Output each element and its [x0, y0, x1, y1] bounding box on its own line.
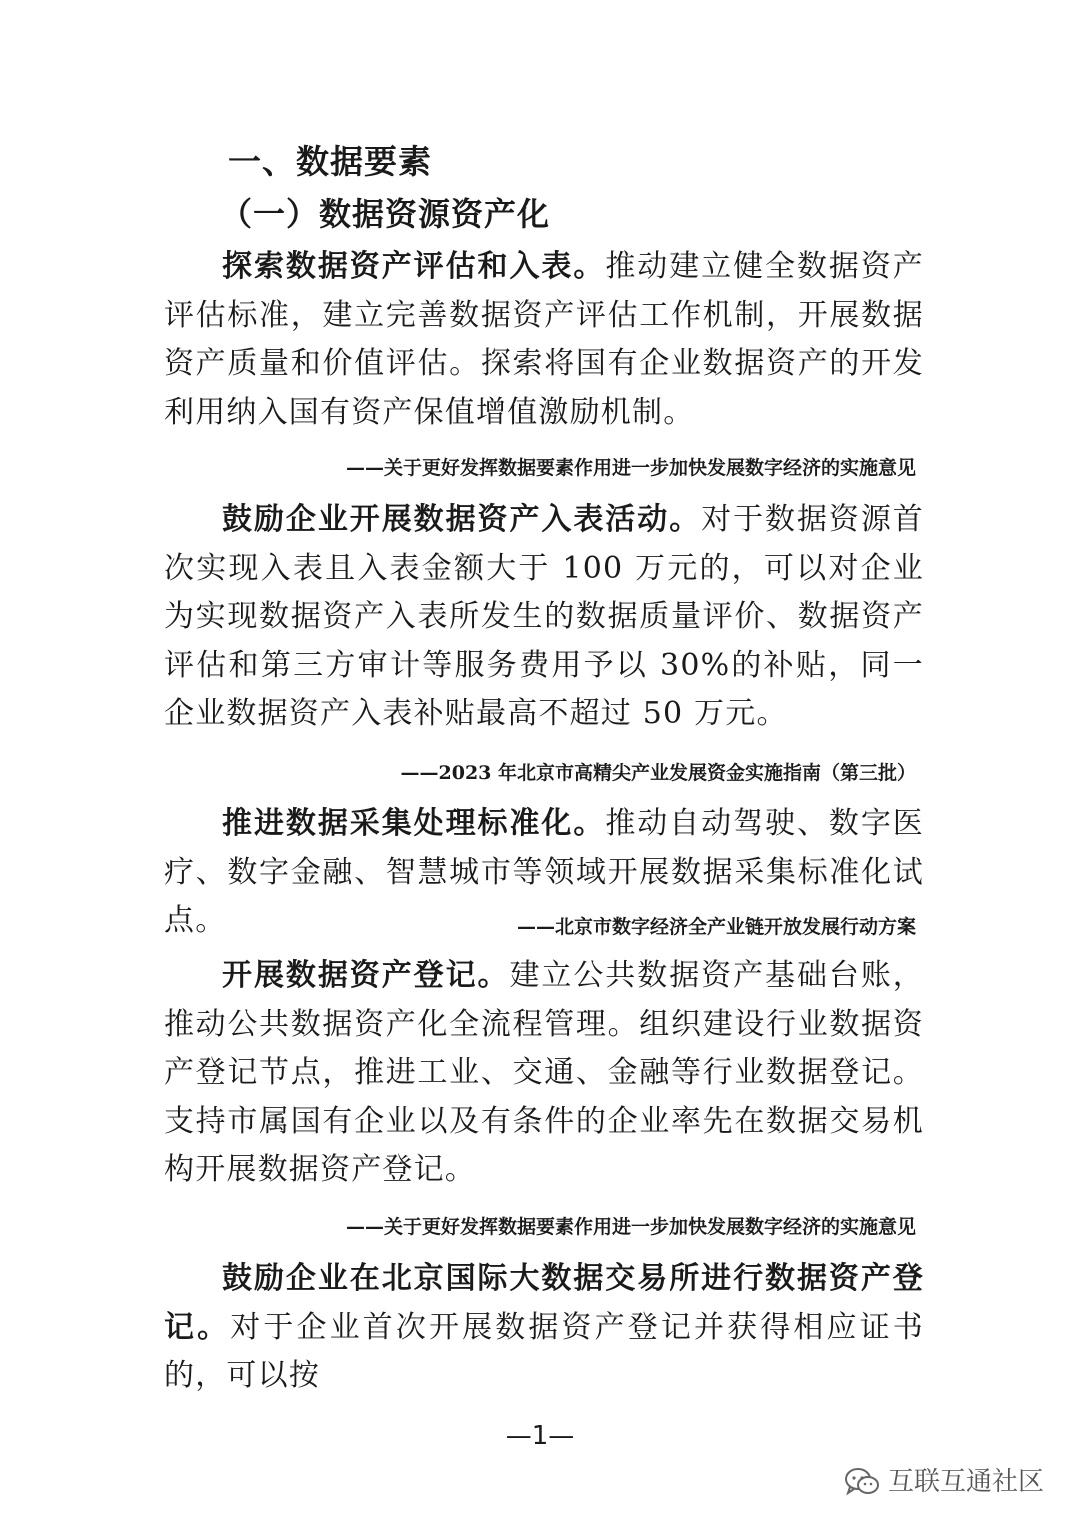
paragraph-body: 推动建立健全数据资产评估标准，建立完善数据资产评估工作机制，开展数据资产质量和价值评估。探索将国有企业数据资产的开发利用纳入国有资产保值增值激励机制。: [164, 249, 924, 430]
paragraph-body: 建立公共数据资产基础台账，推动公共数据资产化全流程管理。组织建设行业数据资产登记节点，推进工业、交通、金融等行业数据登记。支持市属国有企业以及有条件的企业率先在数据交易机构开展数据资产登记。: [164, 958, 924, 1187]
paragraph-lead: 鼓励企业开展数据资产入表活动。: [222, 502, 702, 537]
paragraph-4: [164, 952, 924, 1195]
source-citation: ——关于更好发挥数据要素作用进一步加快发展数字经济的实施意见: [345, 457, 916, 479]
paragraph-lead: 开展数据资产登记。: [222, 958, 510, 993]
paragraph-body: 对于企业首次开展数据资产登记并获得相应证书的，可以按: [164, 1309, 925, 1393]
paragraph-lead: 鼓励企业在北京国际大数据交易所进行数据资产登记。: [164, 1261, 924, 1345]
paragraph-body: 对于数据资源首次实现入表且入表金额大于 100 万元的，可以对企业为实现数据资产入表所发生的数据质量评价、数据资产评估和第三方审计等服务费用予以 30%的补贴，同一企业数据资产入表补贴最高不超过 50 万元。: [164, 502, 924, 731]
source-citation: ——关于更好发挥数据要素作用进一步加快发展数字经济的实施意见: [345, 1216, 916, 1238]
paragraph-2: [164, 496, 924, 739]
source-citation: ——2023 年北京市高精尖产业发展资金实施指南（第三批）: [400, 762, 916, 784]
wechat-icon: [844, 1467, 880, 1497]
paragraph-1: [164, 243, 924, 437]
paragraph-lead: 推进数据采集处理标准化。: [222, 806, 606, 841]
paragraph-lead: 探索数据资产评估和入表。: [222, 249, 606, 284]
watermark: [844, 1462, 1044, 1502]
page-number: —1—: [505, 1421, 575, 1451]
source-citation: ——北京市数字经济全产业链开放发展行动方案: [516, 916, 916, 938]
paragraph-5: [164, 1255, 924, 1401]
subsection-heading: （一）数据资源资产化: [220, 195, 551, 233]
section-heading: 一、数据要素: [228, 142, 432, 181]
paragraph-body: 推动自动驾驶、数字医疗、数字金融、智慧城市等领域开展数据采集标准化试点。: [164, 806, 924, 938]
watermark-text: 互联互通社区: [887, 1467, 1044, 1497]
